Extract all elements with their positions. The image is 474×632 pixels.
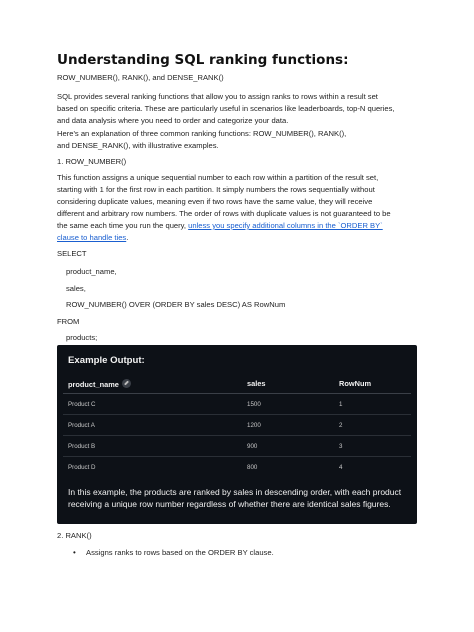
example-description: In this example, the products are ranked by sales in descending order, with each product receiving a unique row number regardless of whether there are identical sales figures. <box>68 487 402 510</box>
ties-doc-link-continued[interactable]: clause to handle ties <box>57 233 127 242</box>
cell-rownum: 1 <box>339 401 343 408</box>
document-title: Understanding SQL ranking functions: <box>57 52 349 68</box>
column-header-rownum: RowNum <box>339 379 372 388</box>
section1-line-3: considering duplicate values, meaning even if two rows have the same value, they will receive <box>57 197 373 206</box>
column-header-product-name <box>68 379 131 389</box>
cell-sales: 900 <box>247 443 258 450</box>
example-output-title: Example Output: <box>68 355 145 366</box>
intro-line-1: SQL provides several ranking functions that allow you to assign ranks to rows within a result set <box>57 92 378 101</box>
column-header-sales: sales <box>247 379 266 388</box>
explanation-line-2: and DENSE_RANK(), with illustrative examples. <box>57 141 219 150</box>
section1-line-1: This function assigns a unique sequential number to each row within a partition of the result set, <box>57 173 379 182</box>
intro-line-2: based on specific criteria. These are particularly useful in scenarios like leaderboards, top-N queries, <box>57 104 395 113</box>
section1-line-2: starting with 1 for the first row in each partition. It simply numbers the rows sequentially without <box>57 185 375 194</box>
cell-sales: 800 <box>247 464 258 471</box>
section2-bullet-text: Assigns ranks to rows based on the ORDER BY clause. <box>86 548 274 557</box>
cell-product: Product A <box>68 422 95 429</box>
header-divider <box>63 393 411 394</box>
section1-line-4: different and arbitrary row numbers. The order of rows with duplicate values is not guaranteed to be <box>57 209 391 218</box>
example-output-panel <box>57 345 417 524</box>
section1-line-6-end: . <box>126 233 129 242</box>
cell-rownum: 4 <box>339 464 343 471</box>
cell-product: Product C <box>68 401 96 408</box>
cell-sales: 1500 <box>247 401 261 408</box>
sql-from: FROM <box>57 317 80 326</box>
cell-product: Product B <box>68 443 96 450</box>
column-header-product-name-label: product_name <box>68 380 119 389</box>
section2-heading: 2. RANK() <box>57 531 92 540</box>
row-divider <box>63 414 411 415</box>
cell-rownum: 3 <box>339 443 343 450</box>
row-divider <box>63 435 411 436</box>
sql-col-2: sales, <box>66 284 86 293</box>
section1-heading: 1. ROW_NUMBER() <box>57 157 127 166</box>
sql-select: SELECT <box>57 249 87 258</box>
row-divider <box>63 456 411 457</box>
cell-product: Product D <box>68 464 96 471</box>
section1-line-5-text: the same each time you run the query, <box>57 221 189 230</box>
bullet-dot: • <box>73 548 76 557</box>
sql-col-1: product_name, <box>66 267 117 276</box>
anchor-link-icon[interactable] <box>122 379 131 388</box>
sql-col-3: ROW_NUMBER() OVER (ORDER BY sales DESC) AS RowNum <box>66 300 286 309</box>
cell-sales: 1200 <box>247 422 261 429</box>
sql-table: products; <box>66 333 98 342</box>
subtitle: ROW_NUMBER(), RANK(), and DENSE_RANK() <box>57 73 224 82</box>
section1-line-6 <box>57 232 419 244</box>
ties-doc-link[interactable]: unless you specify additional columns in the `ORDER BY` <box>188 221 383 230</box>
intro-line-3: and data analysis where you need to order and categorize your data. <box>57 116 289 125</box>
section1-line-5 <box>57 220 419 232</box>
cell-rownum: 2 <box>339 422 343 429</box>
explanation-line-1: Here's an explanation of three common ranking functions: ROW_NUMBER(), RANK(), <box>57 129 347 138</box>
